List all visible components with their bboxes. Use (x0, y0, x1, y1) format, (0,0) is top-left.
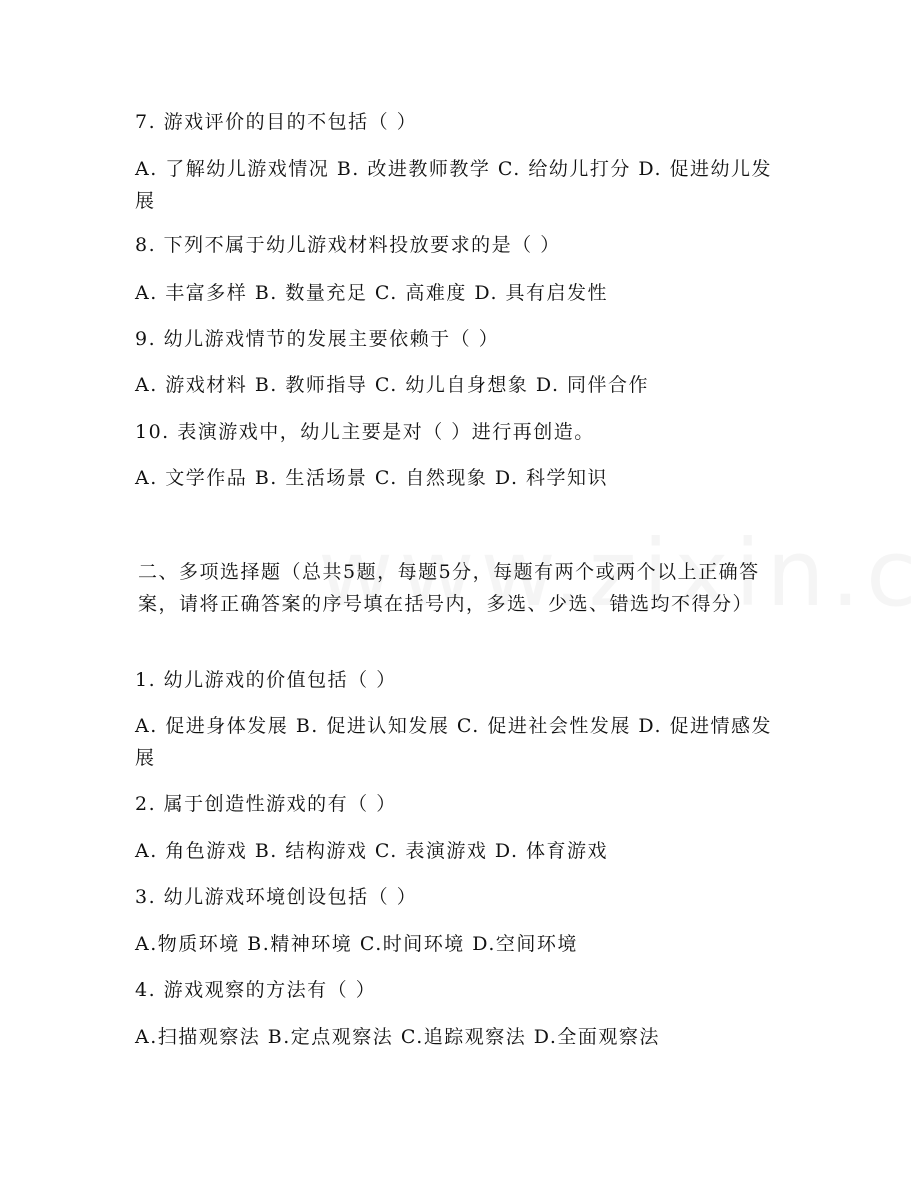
question-10-options: A. 文学作品 B. 生活场景 C. 自然现象 D. 科学知识 (135, 467, 609, 489)
multi-question-3: 3. 幼儿游戏环境创设包括（ ） (135, 886, 418, 908)
question-7: 7. 游戏评价的目的不包括（ ） (135, 111, 418, 133)
multi-question-4-options: A.扫描观察法 B.定点观察法 C.追踪观察法 D.全面观察法 (135, 1026, 660, 1048)
multi-question-2-options: A. 角色游戏 B. 结构游戏 C. 表演游戏 D. 体育游戏 (135, 840, 609, 862)
question-8-options: A. 丰富多样 B. 数量充足 C. 高难度 D. 具有启发性 (135, 282, 609, 304)
question-9: 9. 幼儿游戏情节的发展主要依赖于（ ） (135, 328, 500, 350)
multi-question-3-options: A.物质环境 B.精神环境 C.时间环境 D.空间环境 (135, 933, 578, 955)
question-7-options: A. 了解幼儿游戏情况 B. 改进教师教学 C. 给幼儿打分 D. 促进幼儿发展 (135, 158, 773, 212)
question-10: 10. 表演游戏中，幼儿主要是对（ ）进行再创造。 (135, 421, 595, 443)
multi-question-1: 1. 幼儿游戏的价值包括（ ） (135, 669, 397, 691)
question-8: 8. 下列不属于幼儿游戏材料投放要求的是（ ） (135, 234, 561, 256)
multi-question-4: 4. 游戏观察的方法有（ ） (135, 979, 377, 1001)
multi-question-2: 2. 属于创造性游戏的有（ ） (135, 793, 397, 815)
section-2-header: 二、多项选择题（总共5题，每题5分，每题有两个或两个以上正确答案，请将正确答案的序号填在括号内，多选、少选、错选均不得分） (138, 561, 760, 615)
multi-question-1-options: A. 促进身体发展 B. 促进认知发展 C. 促进社会性发展 D. 促进情感发展 (135, 715, 773, 769)
question-9-options: A. 游戏材料 B. 教师指导 C. 幼儿自身想象 D. 同伴合作 (135, 374, 650, 396)
